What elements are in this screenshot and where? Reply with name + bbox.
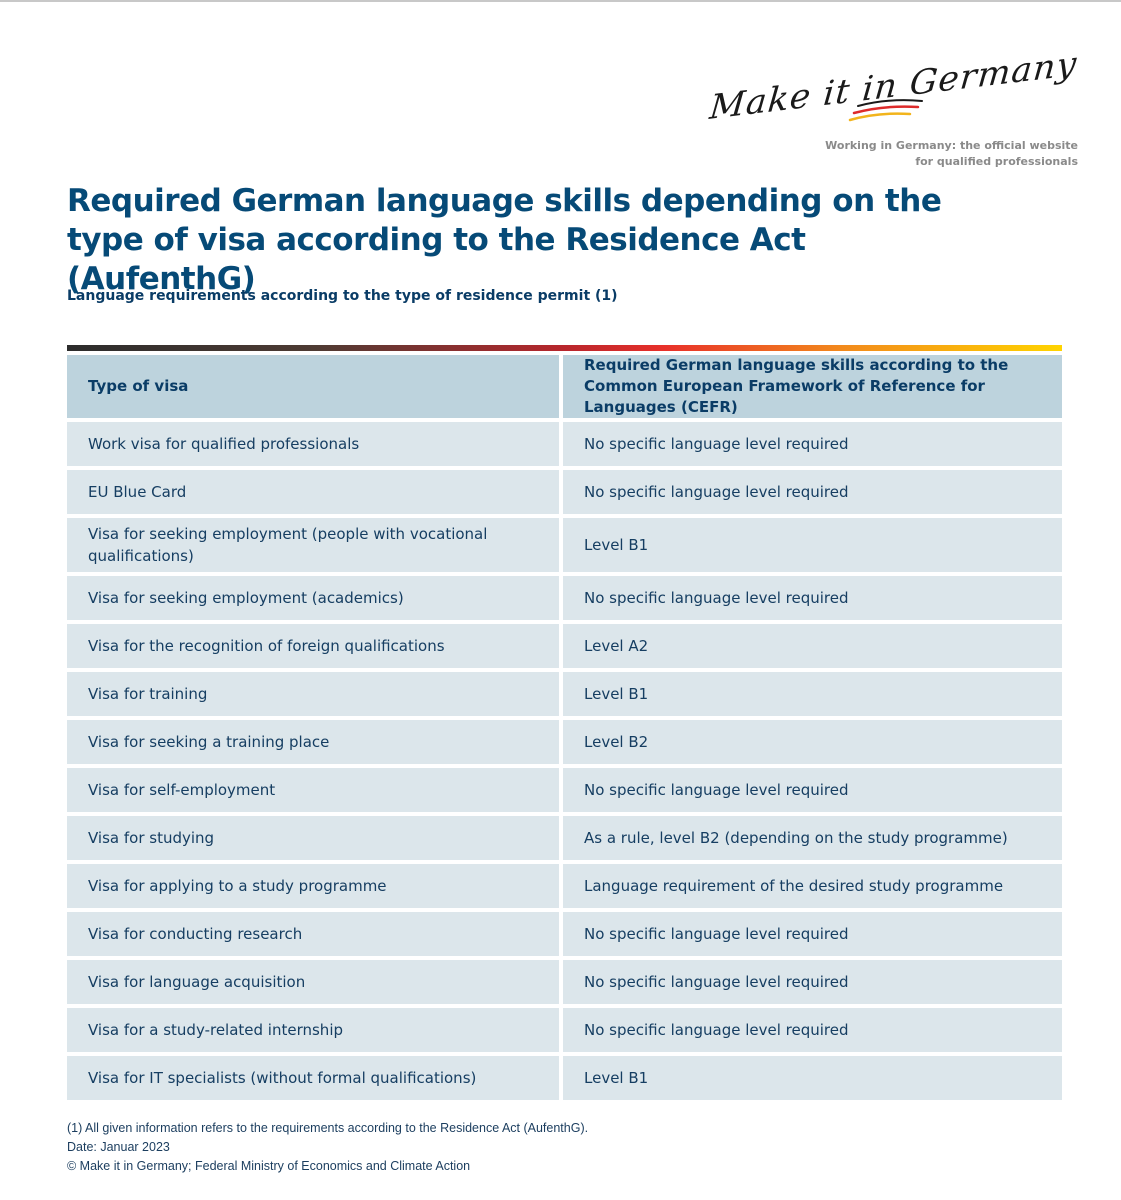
footnote-residence-act: (1) All given information refers to the requirements according to the Residence Act (AufenthG). [67,1121,589,1135]
page-title-line-1: Required German language skills depending on the [67,183,942,219]
table-row [67,720,1062,764]
language-requirement-cell: As a rule, level B2 (depending on the study programme) [563,816,1062,860]
brand-tagline [825,138,1078,170]
page-title [67,182,967,299]
table-row [67,1008,1062,1052]
tagline-line-2: for qualified professionals [915,155,1078,168]
visa-type-cell: Visa for language acquisition [67,960,563,1004]
visa-type-cell: Visa for conducting research [67,912,563,956]
page-title-line-2: type of visa according to the Residence Act (AufenthG) [67,222,806,297]
footnote-copyright: © Make it in Germany; Federal Ministry of Economics and Climate Action [67,1159,471,1173]
table-row [67,960,1062,1004]
page-subtitle: Language requirements according to the type of residence permit (1) [67,288,618,304]
footnote-date: Date: Januar 2023 [67,1140,170,1154]
brand-block [708,44,1080,175]
visa-language-table [67,351,1062,1104]
visa-type-cell: Visa for training [67,672,563,716]
table-row [67,1056,1062,1100]
footnotes [67,1119,588,1176]
table-row [67,422,1062,466]
language-requirement-cell: No specific language level required [563,470,1062,514]
language-requirement-cell: Language requirement of the desired study programme [563,864,1062,908]
visa-type-cell: Visa for studying [67,816,563,860]
table-row [67,768,1062,812]
top-divider [0,0,1121,2]
visa-type-cell: Visa for IT specialists (without formal qualifications) [67,1056,563,1100]
language-requirement-cell: No specific language level required [563,960,1062,1004]
visa-type-cell: EU Blue Card [67,470,563,514]
table-row [67,912,1062,956]
language-requirement-cell: No specific language level required [563,576,1062,620]
tagline-line-1: Working in Germany: the official website [825,139,1078,152]
language-requirement-cell: Level B1 [563,518,1062,572]
visa-type-cell: Visa for seeking employment (academics) [67,576,563,620]
table-row [67,518,1062,572]
visa-type-cell: Visa for the recognition of foreign qualifications [67,624,563,668]
table-row [67,624,1062,668]
visa-type-cell: Visa for a study-related internship [67,1008,563,1052]
table-row [67,576,1062,620]
visa-type-cell: Visa for seeking employment (people with vocational qualifications) [67,518,563,572]
table-row [67,470,1062,514]
flag-swoosh-icon [848,98,928,124]
language-requirement-cell: No specific language level required [563,768,1062,812]
table-row [67,816,1062,860]
table-row [67,672,1062,716]
visa-type-cell: Visa for seeking a training place [67,720,563,764]
language-requirement-cell: Level B1 [563,672,1062,716]
language-requirement-cell: Level A2 [563,624,1062,668]
language-requirement-cell: No specific language level required [563,1008,1062,1052]
visa-type-cell: Visa for applying to a study programme [67,864,563,908]
header-required-language-skills: Required German language skills according to the Common European Framework of Reference for Languages (CEFR) [563,355,1062,418]
logo-script-text: Make it in Germany [708,44,1080,128]
table-header-row [67,355,1062,418]
visa-type-cell: Visa for self-employment [67,768,563,812]
header-type-of-visa: Type of visa [67,355,563,418]
language-requirement-cell: No specific language level required [563,422,1062,466]
table-row [67,864,1062,908]
language-requirement-cell: Level B2 [563,720,1062,764]
language-requirement-cell: Level B1 [563,1056,1062,1100]
visa-type-cell: Work visa for qualified professionals [67,422,563,466]
language-requirement-cell: No specific language level required [563,912,1062,956]
make-it-in-germany-logo [708,44,1080,140]
